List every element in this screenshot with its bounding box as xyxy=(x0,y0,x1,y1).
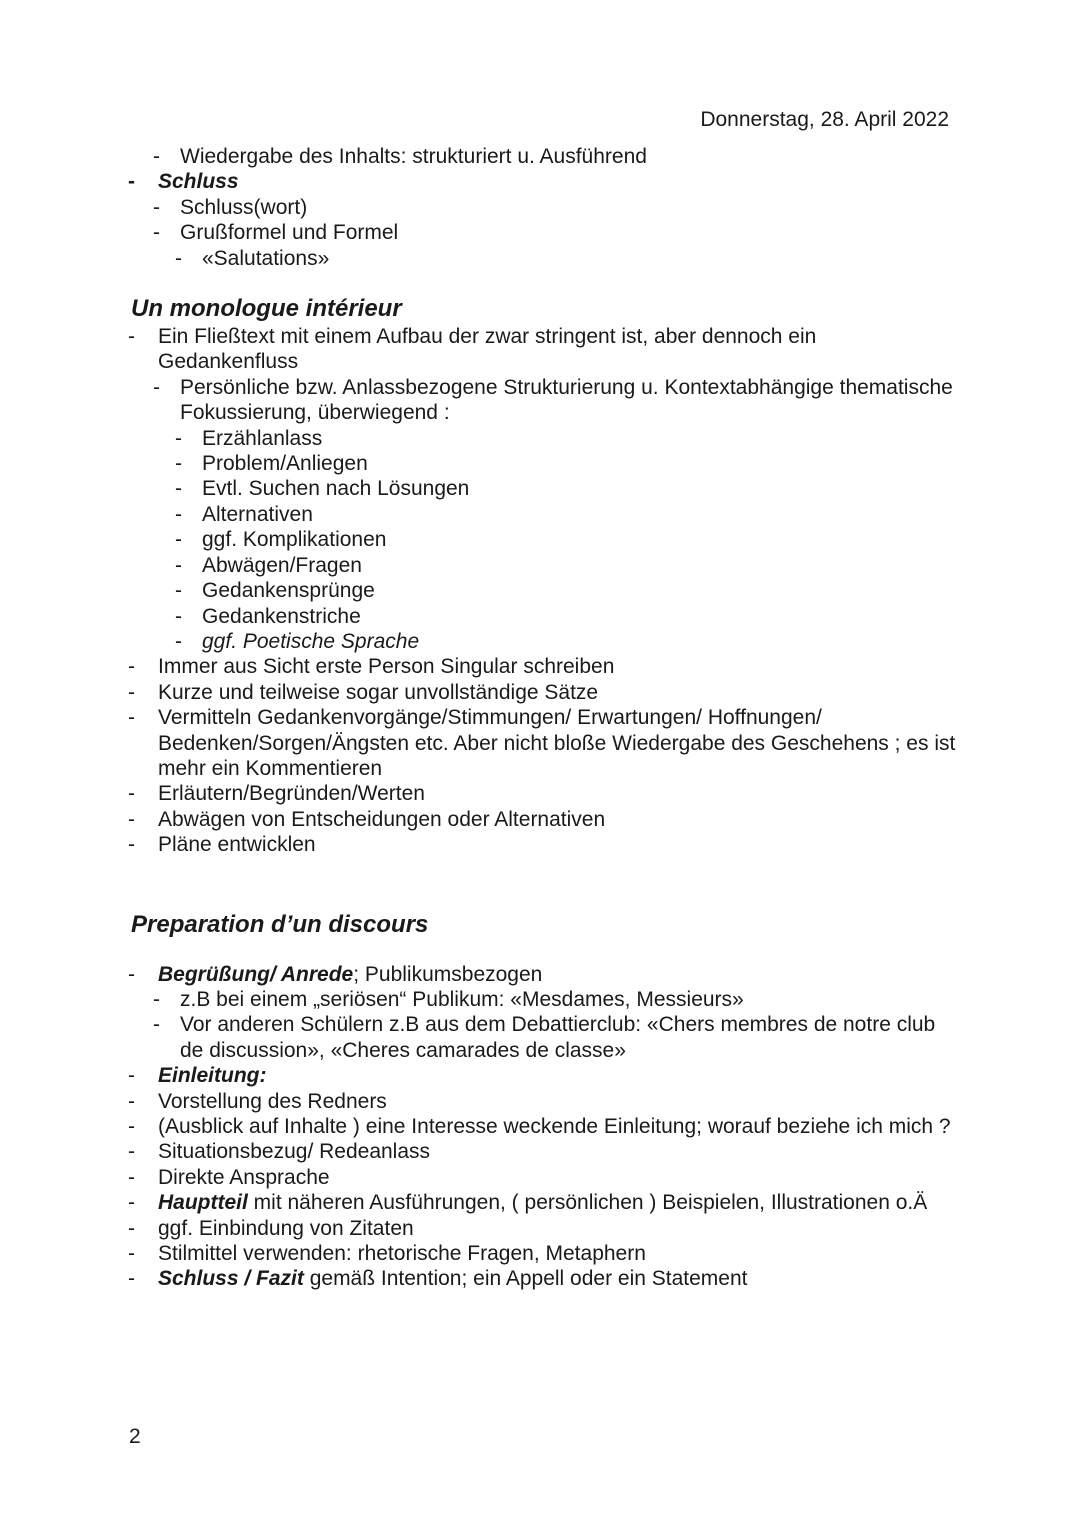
list-item: - Erzählanlass xyxy=(175,426,323,450)
list-item: - Erläutern/Begründen/Werten xyxy=(128,782,425,806)
section-discours xyxy=(128,962,961,1292)
list-item: - Schluss xyxy=(128,170,239,194)
list-item: - Vermitteln Gedankenvorgänge/Stimmungen/ Erwartungen/ Hoffnungen/ Bedenken/Sorgen/Ängsten etc. Aber nicht bloße Wiedergabe des Geschehens ; es ist mehr ein Kommentieren xyxy=(128,706,956,780)
page-date: Donnerstag, 28. April 2022 xyxy=(700,108,949,131)
list-item: - Persönliche bzw. Anlassbezogene Strukturierung u. Kontextabhängige thematische Fokussierung, überwiegend : xyxy=(153,375,953,425)
list-item: - Hauptteil mit näheren Ausführungen, ( persönlichen ) Beispielen, Illustrationen o.Ä xyxy=(128,1191,928,1215)
list-item: - Situationsbezug/ Redeanlass xyxy=(128,1140,431,1164)
document-body xyxy=(128,144,961,1292)
list-item: - Begrüßung/ Anrede; Publikumsbezogen xyxy=(128,962,543,986)
list-item: - Ein Fließtext mit einem Aufbau der zwar stringent ist, aber dennoch ein Gedankenfluss xyxy=(128,325,817,374)
list-item: - Wiedergabe des Inhalts: strukturiert u. Ausführend xyxy=(153,145,647,168)
list-item: - Schluss / Fazit gemäß Intention; ein Appell oder ein Statement xyxy=(128,1267,748,1291)
section-heading-discours: Preparation d’un discours xyxy=(131,910,429,938)
list-item: - Direkte Ansprache xyxy=(128,1165,330,1189)
list-item: - Vor anderen Schülern z.B aus dem Debattierclub: «Chers membres de notre club de discussion», «Cheres camarades de classe» xyxy=(153,1013,936,1062)
section-monologue xyxy=(128,324,961,858)
list-item: - Alternativen xyxy=(175,502,313,526)
list-item: - Grußformel und Formel xyxy=(153,221,399,245)
list-item: - Abwägen/Fragen xyxy=(175,553,362,577)
list-item: - z.B bei einem „seriösen“ Publikum: «Mesdames, Messieurs» xyxy=(153,987,744,1011)
list-item: - «Salutations» xyxy=(175,246,330,270)
list-item: - Pläne entwicklen xyxy=(128,833,316,857)
section-letter-ending xyxy=(128,144,961,271)
list-item: - Abwägen von Entscheidungen oder Alternativen xyxy=(128,807,606,831)
page-number: 2 xyxy=(129,1425,141,1448)
list-item: - Problem/Anliegen xyxy=(175,452,368,476)
list-item: - Schluss(wort) xyxy=(153,195,308,219)
list-item: - ggf. Komplikationen xyxy=(175,528,387,552)
list-item: - Vorstellung des Redners xyxy=(128,1089,387,1113)
list-item: - Gedankenstriche xyxy=(175,604,361,628)
list-item: - (Ausblick auf Inhalte ) eine Interesse weckende Einleitung; worauf beziehe ich mich ? xyxy=(128,1115,951,1138)
list-item: - Gedankensprünge xyxy=(175,579,375,603)
list-item: - ggf. Einbindung von Zitaten xyxy=(128,1216,414,1240)
list-item: - Kurze und teilweise sogar unvollständige Sätze xyxy=(128,680,599,704)
section-heading-monologue: Un monologue intérieur xyxy=(131,295,402,323)
list-item: - Evtl. Suchen nach Lösungen xyxy=(175,477,470,501)
list-item: - ggf. Poetische Sprache xyxy=(175,629,420,653)
list-item: - Immer aus Sicht erste Person Singular schreiben xyxy=(128,655,615,679)
list-item: - Stilmittel verwenden: rhetorische Fragen, Metaphern xyxy=(128,1242,646,1266)
list-item: - Einleitung: xyxy=(128,1064,267,1088)
